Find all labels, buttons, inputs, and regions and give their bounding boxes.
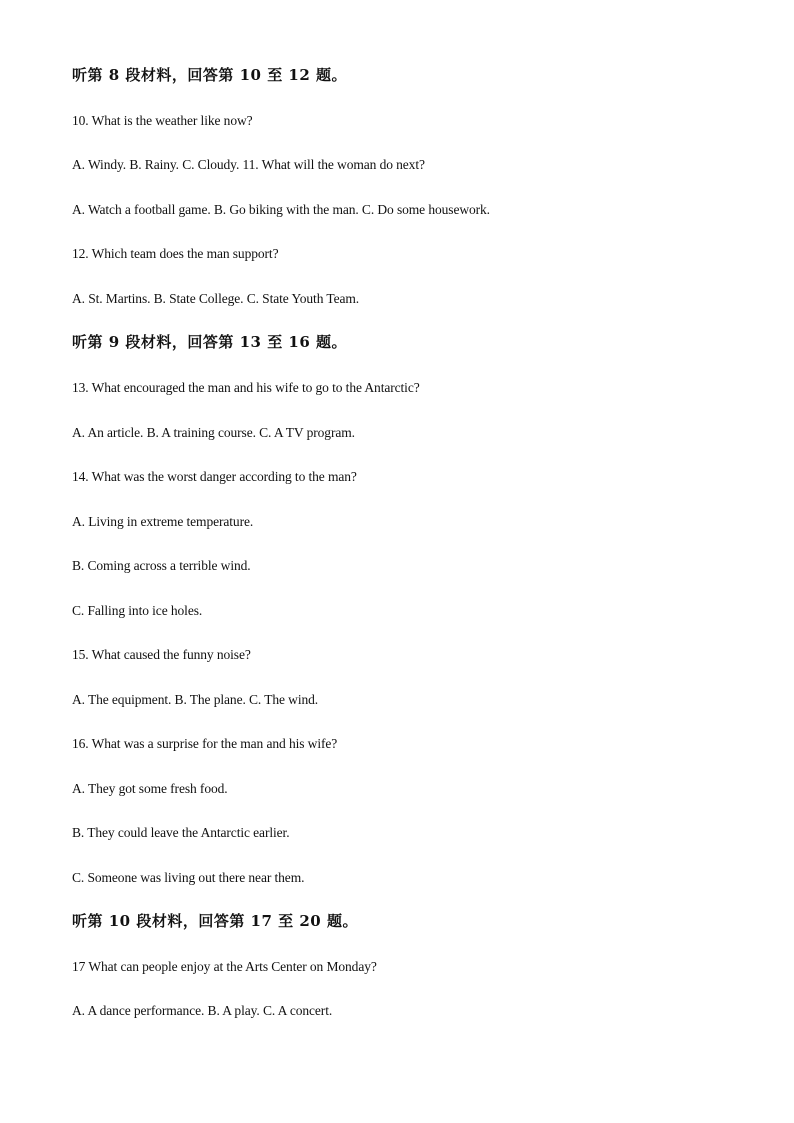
answer-option: C. Someone was living out there near them. [72, 870, 305, 885]
question-text: 15. What caused the funny noise? [72, 647, 251, 662]
answer-option: B. Coming across a terrible wind. [72, 558, 251, 573]
question-text: 12. Which team does the man support? [72, 246, 279, 261]
answer-options: A. Windy. B. Rainy. C. Cloudy. 11. What will the woman do next? [72, 157, 425, 172]
question-text: 16. What was a surprise for the man and his wife? [72, 736, 338, 751]
answer-options: A. A dance performance. B. A play. C. A concert. [72, 1003, 333, 1018]
section-heading: 听第 9 段材料，回答第 13 至 16 题。 [72, 333, 348, 351]
question-text: 17 What can people enjoy at the Arts Center on Monday? [72, 959, 377, 974]
answer-option: C. Falling into ice holes. [72, 603, 203, 618]
question-text: 10. What is the weather like now? [72, 113, 253, 128]
answer-option: A. They got some fresh food. [72, 781, 228, 796]
answer-option: B. They could leave the Antarctic earlier. [72, 825, 290, 840]
answer-option: A. Living in extreme temperature. [72, 514, 254, 529]
section-heading: 听第 10 段材料，回答第 17 至 20 题。 [72, 912, 358, 930]
question-text: 13. What encouraged the man and his wife to go to the Antarctic? [72, 380, 420, 395]
answer-options: A. Watch a football game. B. Go biking with the man. C. Do some housework. [72, 202, 490, 217]
question-text: 14. What was the worst danger according to the man? [72, 469, 357, 484]
answer-options: A. St. Martins. B. State College. C. State Youth Team. [72, 291, 360, 306]
answer-options: A. An article. B. A training course. C. A TV program. [72, 425, 355, 440]
section-heading: 听第 8 段材料，回答第 10 至 12 题。 [72, 66, 348, 84]
answer-options: A. The equipment. B. The plane. C. The wind. [72, 692, 319, 707]
